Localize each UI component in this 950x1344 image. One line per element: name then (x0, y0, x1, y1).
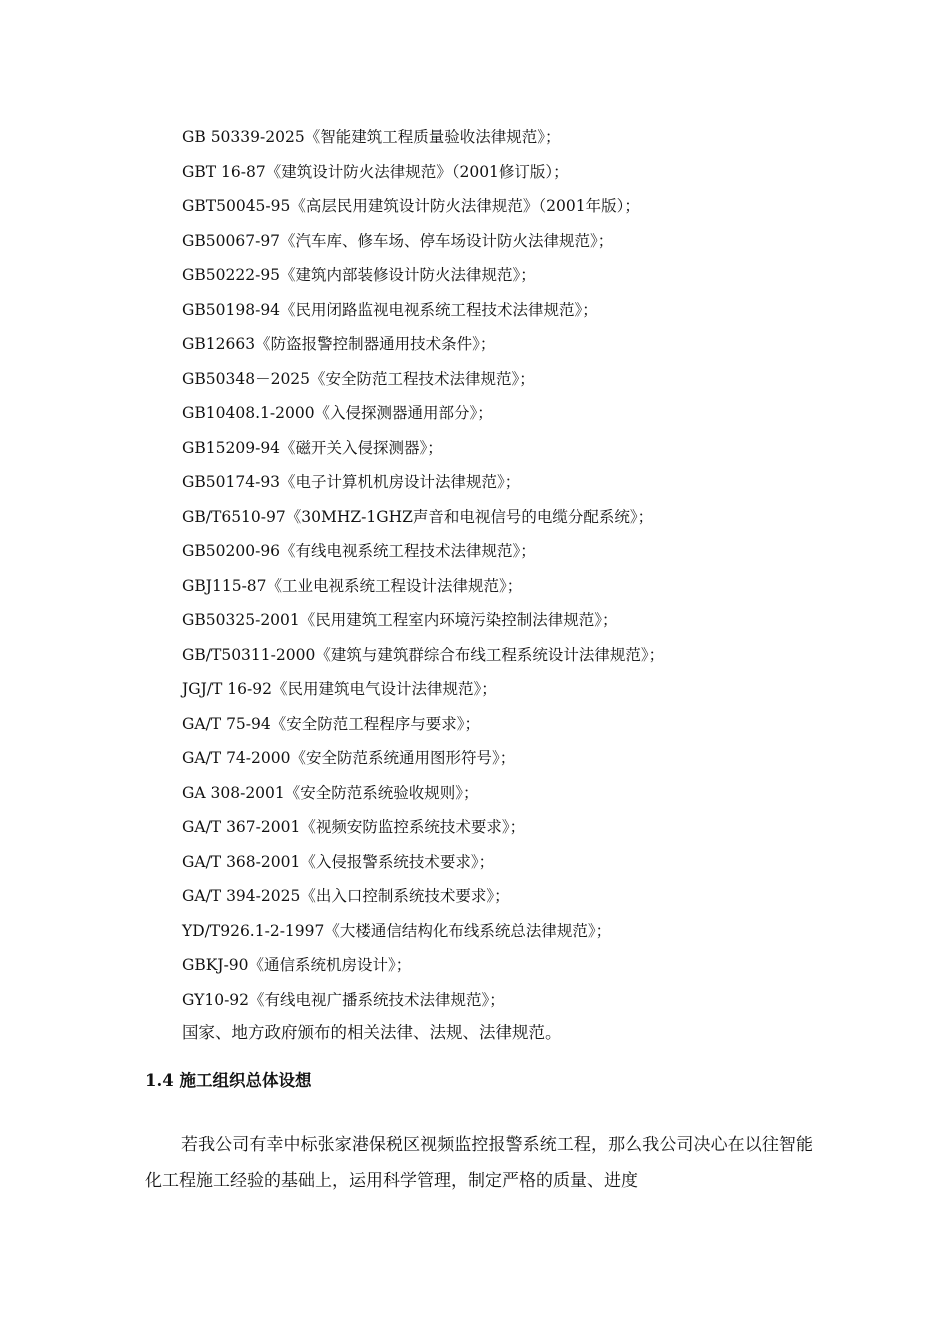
list-item: GB50200-96《有线电视系统工程技术法律规范》； (182, 542, 536, 560)
list-item: GY10-92《有线电视广播系统技术法律规范》； (182, 990, 505, 1009)
list-item: GBKJ-90《通信系统机房设计》； (182, 956, 412, 974)
list-item: GB50325-2001《民用建筑工程室内环境污染控制法律规范》； (182, 611, 618, 629)
section-title: 施工组织总体设想 (179, 1071, 312, 1090)
list-item: GA 308-2001《安全防范系统验收规则》； (182, 783, 479, 802)
list-item: GB50198-94《民用闭路监视电视系统工程技术法律规范》； (182, 300, 598, 319)
list-item: GB10408.1-2000《入侵探测器通用部分》； (182, 404, 493, 422)
list-item: GA/T 74-2000《安全防范系统通用图形符号》； (182, 749, 516, 767)
list-item: GB/T6510-97《30MHZ-1GHZ声音和电视信号的电缆分配系统》； (182, 507, 654, 526)
list-item: GA/T 368-2001《入侵报警系统技术要求》； (182, 852, 495, 871)
list-item: GB50067-97《汽车库、修车场、停车场设计防火法律规范》； (182, 231, 614, 250)
list-item: GBT50045-95《高层民用建筑设计防火法律规范》（2001年版）； (182, 197, 640, 215)
list-item: JGJ/T 16-92《民用建筑电气设计法律规范》； (182, 680, 497, 698)
list-item: YD/T926.1-2-1997《大楼通信结构化布线系统总法律规范》； (182, 921, 612, 940)
closing-line: 国家、地方政府颁布的相关法律、法规、法律规范。 (182, 1023, 562, 1042)
list-item: GBT 16-87《建筑设计防火法律规范》（2001修订版）； (182, 162, 569, 181)
list-item: GB50222-95《建筑内部装修设计防火法律规范》； (182, 266, 536, 284)
section-heading (145, 1068, 311, 1094)
list-item: GBJ115-87《工业电视系统工程设计法律规范》； (182, 576, 523, 595)
list-item: GB 50339-2025《智能建筑工程质量验收法律规范》； (182, 128, 561, 146)
list-item: GB12663《防盗报警控制器通用技术条件》； (182, 335, 496, 353)
list-item: GB/T50311-2000《建筑与建筑群综合布线工程系统设计法律规范》； (182, 645, 665, 664)
list-item: GA/T 394-2025《出入口控制系统技术要求》； (182, 887, 510, 905)
section-number: 1.4 (145, 1071, 174, 1090)
list-item: GB15209-94《磁开关入侵探测器》； (182, 438, 443, 457)
list-item: GB50348－2025《安全防范工程技术法律规范》； (182, 369, 535, 388)
standards-list (182, 124, 664, 1021)
list-item: GA/T 367-2001《视频安防监控系统技术要求》； (182, 818, 526, 836)
list-item: GB50174-93《电子计算机机房设计法律规范》； (182, 473, 521, 491)
body-paragraph: 若我公司有幸中标张家港保税区视频监控报警系统工程，那么我公司决心在以往智能化工程施工经验的基础上，运用科学管理，制定严格的质量、进度 (145, 1135, 813, 1191)
list-item: GA/T 75-94《安全防范工程程序与要求》； (182, 714, 480, 733)
